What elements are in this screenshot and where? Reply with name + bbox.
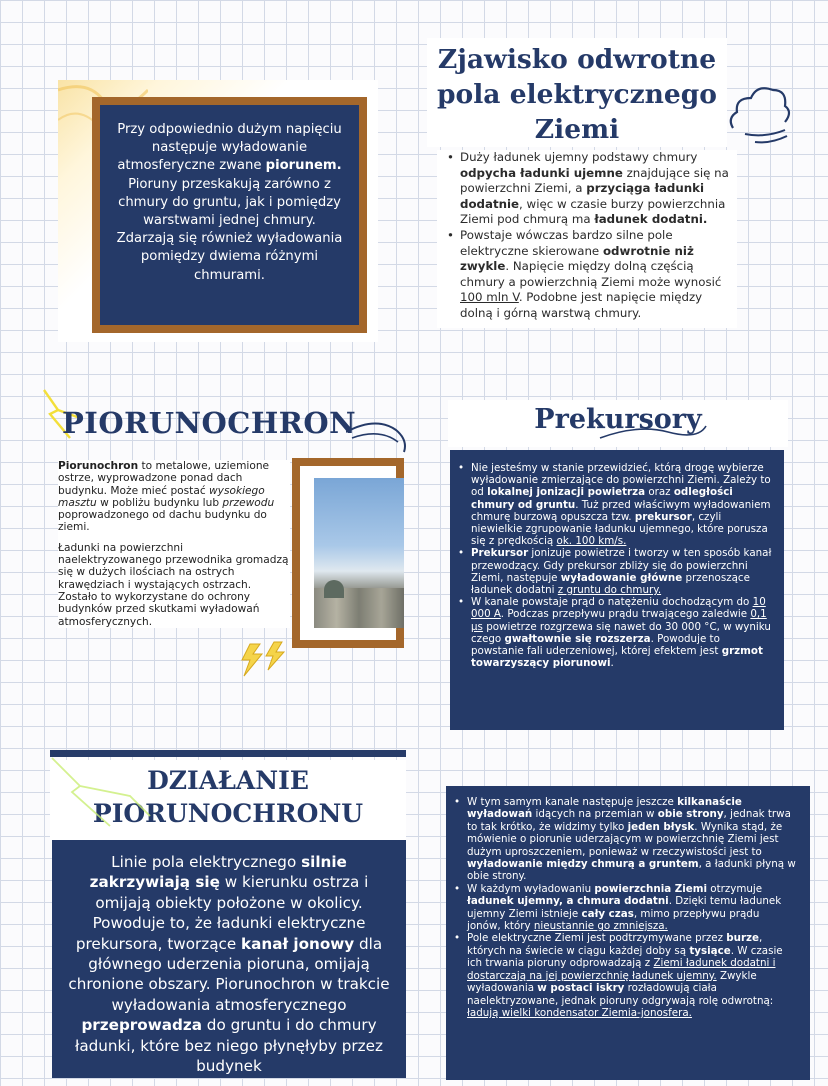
card-reverse-field [427, 38, 795, 358]
intro-text [100, 105, 359, 325]
list-item [458, 547, 772, 596]
card-rod-operation [50, 750, 406, 1080]
text-part: , mimo przepływu prądu jonów, który [467, 907, 760, 933]
text-underlined: Ziemi ładunek dodatni i dostarczają na jej powierzchnię ładunek ujemny. [467, 957, 776, 982]
text-bold: burze [726, 932, 760, 945]
paragraph [58, 460, 290, 534]
precursors-list [450, 450, 784, 730]
swoosh-icon [346, 418, 410, 458]
text-underlined: 100 mln V [460, 290, 519, 305]
text-bold: ładunek ujemny, a chmura dodatni [467, 895, 669, 908]
text-part: oraz [645, 486, 674, 499]
text-part: . Tuż przed właściwym wyładowaniem chmurę burzową opuszcza tzw. [471, 498, 771, 523]
text-part: Linie pola elektrycznego [111, 853, 302, 871]
text-part: Duży ładunek ujemny podstawy chmury [460, 150, 698, 164]
dome [324, 580, 344, 598]
text-underlined: 0,1 µs [471, 608, 767, 633]
text-part: W każdym wyładowaniu [467, 882, 595, 895]
text-part: Nie jesteśmy w stanie przewidzieć, którą drogę wybierze wyładowanie zmierzające do powierzchni Ziemi. Zależy to od [471, 462, 771, 499]
text-bold: prekursor [634, 510, 692, 523]
list-item [458, 462, 772, 547]
text-bold: przyciąga ładunki dodatnie [460, 181, 705, 211]
list-item [454, 883, 796, 933]
text-bold: wyładowanie między chmurą a gruntem [467, 858, 699, 871]
lightning-rod-title: PIORUNOCHRON [62, 406, 357, 440]
text-part: otrzymuje [707, 882, 763, 895]
brown-frame [92, 97, 367, 333]
text-underlined: 10 000 A [471, 596, 766, 621]
text-part: powietrze rozgrzewa się nawet do 30 000 °C, w wyniku czego [471, 620, 771, 645]
cloud-icon [725, 78, 793, 150]
text-part: Powstaje wówczas bardzo silne pole elektryczne skierowane [460, 227, 673, 258]
text-part: , więc w czasie burzy powierzchnia Ziemi pod chmurą ma [460, 196, 726, 227]
scribble-icon [598, 416, 708, 446]
text-bold: jeden błysk [627, 820, 695, 833]
text-part: to metalowe, uziemione ostrze, wyprowadzone ponad dach budynku. Może mieć postać [58, 460, 270, 497]
text-part: przenoszące ładunek dodatni [471, 571, 750, 597]
card-lightning-rod [40, 388, 410, 678]
list-item [454, 932, 796, 1019]
photo-frame [292, 458, 404, 648]
card-precursors [448, 388, 788, 733]
text-part: . Podobne jest napięcie między dolną i górną warstwą chmury. [460, 290, 703, 320]
title-line: DZIAŁANIE [147, 766, 309, 795]
list-item [447, 150, 731, 228]
text-bold: lokalnej jonizacji powietrza [487, 486, 646, 499]
paragraph: Zostało to wykorzystane do ochrony budynków przed skutkami wyładowań atmosferycznych. [58, 590, 260, 628]
text-part: . Wynika stąd, że mówienie o piorunie uderzającym w powierzchnię Ziemi jest dużym uproszczeniem, ponieważ w rzeczywistości jest to [467, 820, 783, 858]
city-photo [314, 478, 404, 628]
lightning-rod-text [58, 460, 290, 628]
list-item [458, 596, 772, 669]
text-bold: gwałtownie się rozszerza [504, 632, 651, 645]
intro-text-part: Zdarzają się również wyładowania pomiędzy dwiema różnymi chmurami. [116, 231, 343, 283]
text-underlined: nieustannie go zmniejsza. [533, 920, 668, 933]
text-bold: grzmot towarzyszący piorunowi [471, 645, 763, 670]
text-part: jonizuje powietrze i tworzy w ten sposób kanał przewodzący. Gdy prekursor zbliży się do powierzchni Ziemi, następuje [471, 547, 772, 584]
text-part: . Dzięki temu ładunek ujemny Ziemi istnieje [467, 895, 782, 920]
text-part: dla głównego uderzenia pioruna, omijają chronione obszary. Piorunochron w trakcie wyładowania atmosferycznego [68, 934, 390, 1014]
text-underlined: z gruntu do chmury. [557, 584, 662, 597]
intro-text-bold: piorunem. [265, 158, 342, 174]
text-part: . Podczas przepływu prądu trwającego zaledwie [500, 608, 751, 621]
small-bolts-icon [240, 640, 290, 678]
text-bold: w postaci iskry [537, 982, 625, 995]
text-part: w pobliżu budynku lub [96, 496, 223, 509]
photo-mat [300, 466, 396, 640]
text-bold: obie strony [657, 808, 724, 821]
reverse-field-list [437, 150, 737, 328]
text-part: idących na przemian w [532, 808, 658, 821]
text-part: . Napięcie między dolną częścią chmury a powierzchnią Ziemi może wynosić [460, 259, 722, 289]
text-part: , a ładunki płyną w obie strony. [467, 858, 796, 883]
title-line: PIORUNOCHRONU [92, 799, 364, 828]
card-charge-exchange [446, 786, 810, 1080]
green-lightning-icon [50, 756, 170, 846]
text-part: , jednak trwa to tak krótko, że widzimy tylko [467, 808, 791, 833]
text-part: , czyli niewielkie zgrupowanie ładunku ujemnego, które porusza się z prędkością [471, 510, 768, 548]
text-part: W tym samym kanale następuje jeszcze [467, 796, 678, 808]
text-italic: przewodu [222, 496, 275, 509]
reverse-field-title: Zjawisko odwrotne pola elektrycznego Ziemi [427, 38, 727, 147]
text-bold: ładunek dodatni. [594, 212, 708, 227]
text-part: . Powoduje to powstanie fali uderzeniowej, której efektem jest [471, 632, 722, 658]
text-bold: przeprowadza [81, 1016, 202, 1035]
text-bold: silnie zakrzywiają się [89, 853, 347, 892]
text-bold: kanał jonowy [241, 934, 355, 953]
text-bold: Prekursor [471, 547, 529, 560]
text-part: Pole elektryczne Ziemi jest podtrzymywane przez [467, 932, 727, 945]
text-part: do gruntu i do chmury ładunki, które bez niego płynęłyby przez budynek [75, 1016, 383, 1076]
text-part: Zwykle wyładowania [467, 969, 757, 995]
card-lightning-intro [58, 80, 378, 342]
intro-text-part: Przy odpowiednio dużym napięciu następuje wyładowanie atmosferyczne zwane [117, 122, 342, 174]
list-item [447, 228, 731, 322]
text-underlined: ładują wielki kondensator Ziemia-jonosfera. [467, 1006, 692, 1019]
paragraph: Ładunki na powierzchni naelektryzowanego przewodnika gromadzą się w dużych ilościach na ostrych krawędziach i wystających ostrzach. [58, 541, 289, 591]
text-part: znajdujące się na powierzchni Ziemi, a [460, 165, 729, 196]
text-bold: powierzchnia Ziemi [594, 882, 707, 895]
text-part: poprowadzonego od dachu budynku do ziemi. [58, 509, 267, 534]
text-bold: kilkanaście wyładowań [467, 796, 742, 821]
text-part: . [610, 657, 614, 670]
intro-text-part: Pioruny przeskakują zarówno z chmury do gruntu, jak i pomiędzy warstwami jednej chmury. [118, 176, 341, 229]
text-bold: odwrotnie niż zwykle [460, 243, 694, 274]
text-part: W kanale powstaje prąd o natężeniu dochodzącym do [471, 596, 753, 609]
text-bold: Piorunochron [58, 460, 139, 472]
list-item [454, 796, 796, 883]
text-part: w kierunku ostrza i omijają obiekty położone w okolicy. Powoduje to, że ładunki elektryczne prekursora, tworzące [75, 873, 369, 953]
text-bold: odległości chmury od gruntu [471, 486, 733, 511]
text-bold: tysiące [689, 944, 731, 957]
text-italic: wysokiego masztu [58, 484, 265, 509]
text-bold: cały czas [581, 907, 634, 920]
text-bold: odpycha ładunki ujemne [460, 165, 623, 180]
text-part: rozładowują ciała naelektryzowane, jednak pioruny odgrywają rolę odwrotną: [467, 982, 774, 1007]
text-part: , których na świecie w ciągu każdej doby są [467, 932, 763, 957]
rod-operation-text [52, 840, 406, 1078]
text-part: . W czasie ich trwania pioruny odprowadzają z [467, 944, 783, 970]
precursors-title: Prekursory [448, 400, 788, 447]
text-underlined: ok. 100 km/s. [556, 535, 627, 548]
text-bold: wyładowanie główne [560, 571, 683, 584]
